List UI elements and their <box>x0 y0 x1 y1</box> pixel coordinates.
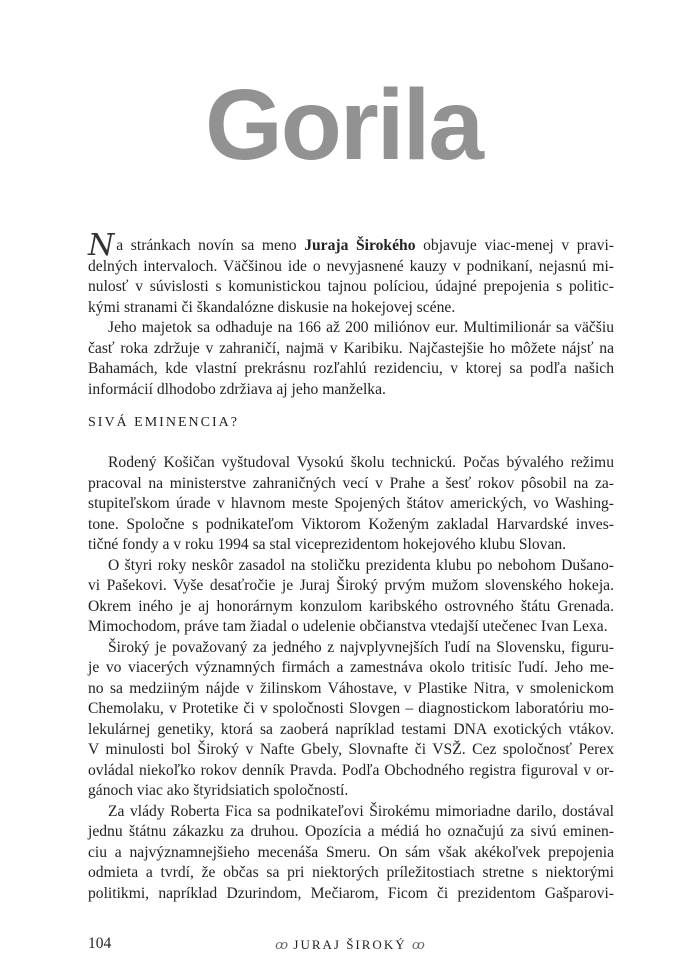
text-line: gánoch viac ako štyridsiatich spoločností. <box>88 782 349 799</box>
text-line: stupiteľskom úrade v hlavnom meste Spojených štátov amerických, vo Washing- <box>88 495 614 512</box>
text-line: ciu a najvýznamnejšieho mecenáša Smeru. On sám však akékoľvek prepojenia <box>88 843 614 861</box>
text-line: Za vlády Roberta Fica sa podnikateľovi Širokému mimoriadne darilo, dostával <box>108 802 614 820</box>
text-line: je vo viacerých významných firmách a zamestnáva okolo tritisíc ľudí. Jeho me- <box>88 659 614 676</box>
text-line <box>88 228 614 263</box>
paragraph-intro <box>88 228 614 318</box>
text-line: odmieta a tvrdí, že občas sa pri niektorých príležitostiach stretne s niektorými <box>88 864 614 881</box>
text-line: časť roka zdržuje v zahraničí, najmä v Karibiku. Najčastejšie ho môžete nájsť na <box>88 339 614 357</box>
text-line: kými stranami či škandalózne diskusie na hokejovej scéne. <box>88 298 456 316</box>
text-line: ovládal niekoľko rokov denník Pravda. Podľa Obchodného registra figuroval v or- <box>88 761 614 779</box>
body-text <box>88 228 614 904</box>
text-line: Bahamách, kde vlastní prekrásnu rozľahlú rezidenciu, v ktorej sa podľa našich <box>88 360 614 377</box>
page-number: 104 <box>88 935 112 952</box>
text-line: Rodený Košičan vyštudoval Vysokú školu technickú. Počas bývalého režimu <box>108 454 614 471</box>
text-line: jednu štátnu zákazku za druhou. Opozícia a médiá ho označujú za sivú eminen- <box>88 823 614 840</box>
text-line: Chemolaku, v Protetike či v spoločnosti Slovgen – diagnostickom laboratóriu mo- <box>88 700 614 717</box>
text-line: Mimochodom, práve tam žiadal o udelenie občianstva vtedajší utečenec Ivan Lexa. <box>88 618 608 635</box>
ornament-left-icon: ꝏ <box>275 937 289 952</box>
text-line: nulosť v súvislosti s komunistickou tajnou políciou, údajné prepojenia s politic- <box>88 278 614 295</box>
running-title <box>240 935 460 955</box>
running-title-text: JURAJ ŠIROKÝ <box>293 937 407 952</box>
watermark: Gorila <box>205 69 482 181</box>
text-segment: objavuje viac-menej v pravi- <box>415 237 614 254</box>
paragraph <box>88 638 614 802</box>
text-line: V minulosti bol Široký v Nafte Gbely, Slovnafte či VSŽ. Cez spoločnosť Perex <box>88 741 614 758</box>
paragraph <box>88 556 614 638</box>
text-line: lekulárnej genetiky, ktorá sa zaoberá napríklad testami DNA exotických vtákov. <box>88 720 614 738</box>
text-line: no sa medziiným nájde v žilinskom Váhostave, v Plastike Nitra, v smolenickom <box>88 679 614 697</box>
text-segment: a stránkach novín sa meno <box>116 237 305 254</box>
paragraph <box>88 802 614 905</box>
section-heading: SIVÁ EMINENCIA? <box>88 415 239 430</box>
text-line: tičné fondy a v roku 1994 sa stal viceprezidentom hokejového klubu Slovan. <box>88 536 567 553</box>
text-line: politikmi, napríklad Dzurindom, Mečiarom, Ficom či prezidentom Gašparovi- <box>88 884 614 902</box>
text-line: informácií dlhodobo zdržiava aj jeho manželka. <box>88 380 386 398</box>
paragraph <box>88 453 614 556</box>
text-line: Jeho majetok sa odhaduje na 166 až 200 miliónov eur. Multimilionár sa väčšiu <box>108 319 614 336</box>
text-line: pracoval na ministerstve zahraničných vecí v Prahe a šesť rokov pôsobil na za- <box>88 474 614 492</box>
text-line: O štyri roky neskôr zasadol na stoličku prezidenta klubu po nebohom Dušano- <box>108 556 614 574</box>
text-line: tone. Spoločne s podnikateľom Viktorom Koženým zakladal Harvardské inves- <box>88 515 614 533</box>
text-line: vi Pašekovi. Vyše desaťročie je Juraj Široký prvým mužom slovenského hokeja. <box>88 577 614 594</box>
paragraph-intro-rest <box>88 257 614 319</box>
drop-cap: N <box>88 228 115 263</box>
section-body <box>88 453 614 904</box>
paragraph <box>88 318 614 400</box>
text-line: Okrem iného je aj honorárnym konzulom karibského ostrovného štátu Grenada. <box>88 597 614 615</box>
name-bold: Juraja Širokého <box>304 237 416 254</box>
ornament-right-icon: ꝏ <box>411 937 425 952</box>
text-line: Široký je považovaný za jedného z najvplyvnejších ľudí na Slovensku, figuru- <box>108 638 614 656</box>
text-line: delných intervaloch. Väčšinou ide o nevyjasnené kauzy v podnikaní, nejasnú mi- <box>88 257 614 275</box>
